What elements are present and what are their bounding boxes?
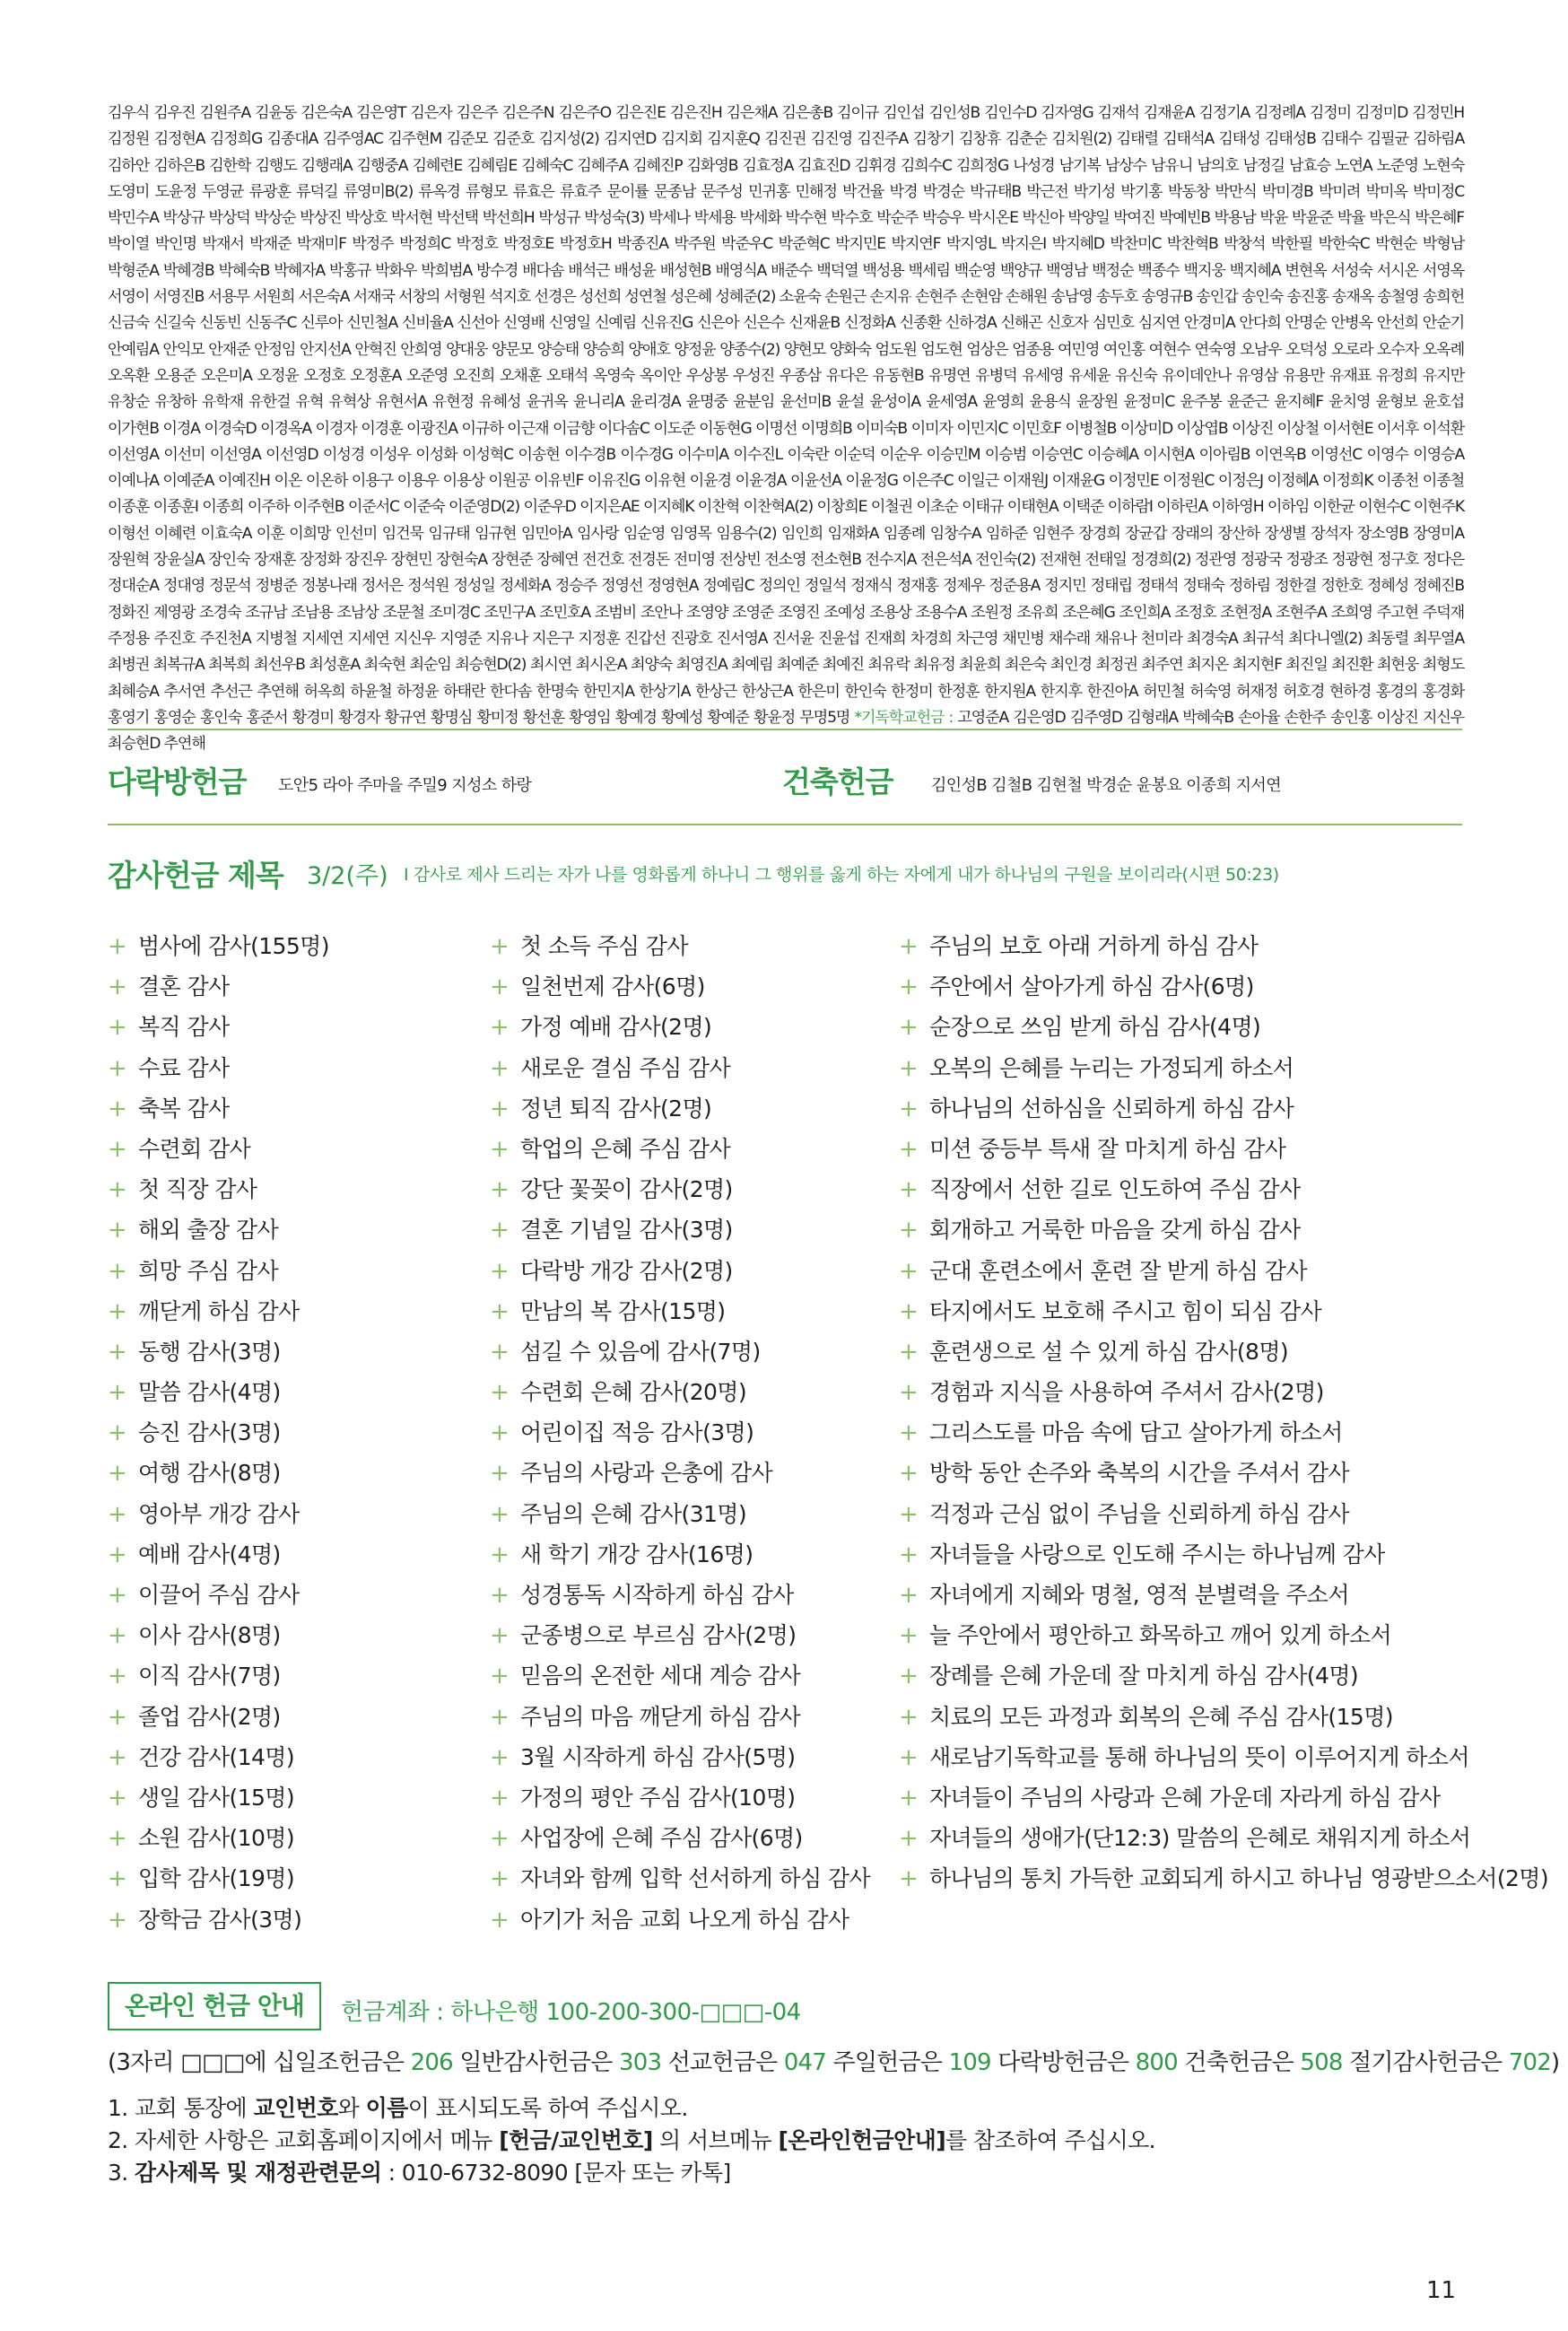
plus-icon: + [899,1054,919,1082]
thanks-item-text: 만남의 복 감사(15명) [520,1297,726,1324]
code-number: 047 [783,2049,827,2076]
thanks-item-text: 이사 감사(8명) [138,1622,281,1649]
thanks-item [899,1818,1548,1858]
thanks-item-text: 가정의 평안 주심 감사(10명) [520,1784,796,1811]
plus-icon: + [490,1582,510,1609]
plus-icon: + [108,1865,127,1893]
thanks-item-text: 승진 감사(3명) [138,1419,281,1446]
instruction-3 [108,2155,731,2187]
thanks-item-text: 자녀와 함께 입학 선서하게 하심 감사 [520,1865,870,1892]
thanks-item [899,1615,1548,1655]
code-number: 702 [1508,2049,1552,2076]
thanks-item [899,1291,1548,1331]
thanks-item [490,1331,870,1372]
plus-icon: + [108,1297,127,1325]
thanks-item-text: 장례를 은혜 가운데 잘 마치게 하심 감사(4명) [929,1663,1359,1689]
instruction-1-pre: 1. 교회 통장에 [108,2095,248,2121]
thanks-item [490,1818,870,1858]
thanks-item-text: 말씀 감사(4명) [138,1379,281,1406]
plus-icon: + [490,933,510,960]
instruction-2-bold-1: [헌금/교인번호] [499,2127,653,2153]
thanks-item-text: 장학금 감사(3명) [138,1906,302,1933]
donor-names-text: 김우식 김우진 김원주A 김윤동 김은숙A 김은영T 김은자 김은주 김은주N 김은주O 김은진E 김은진H 김은채A 김은총B 김이규 김인섭 김인성B 김인수D 김자영G 김재석 김재윤A 김정기A 김정례A 김정미 김정미D 김정민H 김정원 김정현A 김정희G 김종대A 김주영AC 김주현M 김준모 김준호 김지성(2) 김지연D 김지회 김지훈Q 김진권 김진영 김진주A 김창기 김창휴 김춘순 김치원(2) 김태렬 김태석A 김태성 김태성B 김태수 김필균 김하림A 김하안 김하은B 김한학 김행도 김행래A 김행중A 김혜련E 김혜림E 김혜숙C 김혜주A 김혜진P 김화영B 김효정A 김효진D 김휘경 김희수C 김희정G 나성경 남기복 남상수 남유니 남의호 남정길 남효승 노연A 노준영 노현숙 도영미 도윤정 두영균 류광훈 류덕길 류영미B(2) 류옥경 류형모 류효은 류효주 문이률 문종남 문주성 민귀홍 민해정 박건율 박경 박경순 박규태B 박근전 박기성 박기홍 박동창 박만식 박미경B 박미려 박미옥 박미정C 박민수A 박상규 박상덕 박상순 박상진 박상호 박서현 박선택 박선희H 박성규 박성숙(3) 박세나 박세용 박세화 박수현 박수호 박순주 박승우 박시온E 박신아 박양일 박여진 박예빈B 박용남 박윤 박윤준 박율 박은식 박은혜F 박이열 박인명 박재서 박재준 박재미F 박정주 박정희C 박정호 박정호E 박정호H 박종진A 박주원 박준우C 박준혁C 박지민E 박지연F 박지영L 박지은I 박지혜D 박찬미C 박찬혁B 박창석 박한필 박한숙C 박현순 박형남 박형준A 박혜경B 박혜숙B 박혜자A 박홍규 박화우 박희범A 방수경 배다솜 배석근 배성윤 배성현B 배영식A 배준수 백덕열 백성용 백세림 백순영 백양규 백영남 백정순 백종수 백지웅 백지혜A 변현옥 서성숙 서시온 서영옥 서영이 서영진B 서용무 서원희 서은숙A 서재국 서창의 서형원 석지호 선경은 성선희 성연철 성은혜 성혜준(2) 소윤숙 손원근 손지유 손현주 손현암 손해원 송남영 송두호 송영규B 송인갑 송인숙 송진홍 송재옥 송철영 송희헌 신금숙 신길숙 신동빈 신동주C 신루아 신민철A 신비율A 신선아 신영배 신영일 신예림 신유진G 신은아 신은수 신재윤B 신정화A 신종환 신하경A 신해곤 신호자 심민호 심지연 안경미A 안다희 안명순 안병옥 안선희 안순기 안예림A 안익모 안재준 안정임 안지선A 안혁진 안희영 양대웅 양문모 양승태 양승희 양애호 양정윤 양종수(2) 양현모 양화숙 엄도원 엄도현 엄상은 엄종용 여민영 여인홍 여현수 연숙영 오남우 오덕성 오로라 오수자 오옥례 오옥환 오용준 오은미A 오정윤 오정호 오정훈A 오준영 오진희 오채훈 오태석 옥영숙 옥이안 우상봉 우성진 우종삼 유다은 유동현B 유명연 유병덕 유세영 유세윤 유신숙 유이데안나 유영삼 유용만 유재표 유정희 유지만 유창순 유창하 유학재 유한걸 유혁 유혁상 유현서A 유현정 유혜성 윤귀옥 윤니리A 윤리경A 윤명중 윤분임 윤선미B 윤설 윤성이A 윤세영A 윤영희 윤용식 윤장원 윤정미C 윤주봉 윤준근 윤지혜F 윤치영 윤형보 윤호섭 이가현B 이경A 이경숙D 이경옥A 이경자 이경훈 이광진A 이규하 이근재 이금향 이다솜C 이도준 이동현G 이명선 이명희B 이미숙B 이미자 이민지C 이민호F 이병철B 이상미D 이상엽B 이상진 이상철 이서현E 이서후 이석환 이선영A 이선미 이선영A 이선영D 이성경 이성우 이성화 이성혁C 이송현 이수경B 이수경G 이수미A 이수진L 이숙란 이순덕 이순우 이승민M 이승범 이승연C 이승혜A 이시현A 이아림B 이연옥B 이영선C 이영수 이영승A 이예나A 이예준A 이예진H 이온 이온하 이용구 이용우 이용상 이원공 이유빈F 이유진G 이유현 이윤경 이윤경A 이윤선A 이윤정G 이은주C 이일근 이재원J 이재윤G 이정민E 이정원C 이정은J 이정혜A 이정희K 이종천 이종철 이종훈 이종훈I 이종희 이주하 이주현B 이준서C 이준숙 이준영D(2) 이준우D 이지은AE 이지혜K 이찬혁 이찬혁A(2) 이창희E 이철권 이초순 이태규 이태현A 이택준 이하람I 이하린A 이하영H 이하임 이한균 이현수C 이현주K 이형선 이혜련 이효숙A 이훈 이희망 인선미 임건묵 임규태 임규현 임민아A 임사랑 임순영 임영목 임용수(2) 임인희 임재화A 임종례 임창수A 임하준 임현주 장경희 장균갑 장래의 장산하 장생별 장석자 장소영B 장영미A 장원혁 장윤실A 장인숙 장재훈 장정화 장진우 장현민 장현숙A 장현준 장혜연 전건호 전경돈 전미영 전상빈 전소영 전소현B 전수지A 전은석A 전인숙(2) 전재현 전태일 정경희(2) 정관영 정광국 정광조 정광현 정구호 정다은 정대순A 정대영 정문석 정병준 정봉나래 정서은 정석원 정성일 정세화A 정승주 정영선 정영현A 정예림C 정의인 정일석 정재식 정재홍 정제우 정준용A 정지민 정태립 정태석 정태숙 정하림 정한결 정한호 정혜성 정혜진B 정화진 제영광 조경숙 조규남 조남용 조남상 조문철 조미경C 조민구A 조민호A 조범비 조안나 조영양 조영준 조영진 조예성 조용상 조용수A 조원정 조유희 조은혜G 조인희A 조정호 조현정A 조현주A 조희영 주고현 주덕재 주정용 주진호 주진천A 지병철 지세연 지세연 지신우 지영준 지유나 지은구 지정훈 진갑선 진광호 진서영A 진서윤 진윤섭 진재희 차경희 차근영 채민병 채수래 채유나 천미라 최경숙A 최규석 최다니엘(2) 최동렬 최무열A 최병권 최복규A 최복희 최선우B 최성훈A 최숙현 최순임 최승현D(2) 최시연 최시온A 최양숙 최영진A 최예림 최예준 최예진 최유락 최유정 최윤희 최은숙 최인경 최정권 최주연 최지온 최지현F 최진일 최진환 최현웅 최형도 최혜승A 추서연 추선근 추연해 허옥희 하윤철 하정윤 하태란 한다솜 한명숙 한민지A 한상기A 한상근 한상근A 한은미 한인숙 한정미 한정훈 한지원A 한지후 한진아A 허민철 허숙영 허재정 허호경 현하경 홍경의 홍경화 홍영기 홍영순 홍인숙 홍준서 황경미 황경자 황규연 황명심 황미정 황선훈 황영임 황예경 황예성 황예준 황윤정 무명5명 [108,104,1464,727]
thanks-item-text: 수료 감사 [138,1054,230,1081]
thanks-title: 감사헌금 제목 [108,858,283,893]
thanks-item-text: 3월 시작하게 하심 감사(5명) [520,1743,796,1770]
thanks-item-text: 깨닫게 하심 감사 [138,1297,300,1324]
code-label: 다락방헌금은 [997,2049,1129,2076]
thanks-item-text: 생일 감사(15명) [138,1784,295,1811]
thanks-item [899,1209,1548,1250]
darakbang-names: 도안5 라아 주마을 주밀9 지성소 하랑 [278,776,532,795]
thanks-item-text: 직장에서 선한 길로 인도하여 주심 감사 [929,1176,1301,1203]
thanks-item [899,1777,1548,1818]
thanks-item-text: 일천번제 감사(6명) [520,973,705,1000]
thanks-item-text: 강단 꽃꽂이 감사(2명) [520,1176,733,1203]
plus-icon: + [108,973,127,1001]
thanks-item-text: 주님의 마음 깨닫게 하심 감사 [520,1703,800,1730]
plus-icon: + [899,1135,919,1163]
thanks-item-text: 사업장에 은혜 주심 감사(6명) [520,1825,803,1852]
thanks-item [490,1655,870,1696]
thanks-item-text: 주님의 사랑과 은총에 감사 [520,1460,773,1487]
thanks-item [108,1858,329,1899]
thanks-item [899,966,1548,1007]
plus-icon: + [108,1338,127,1366]
thanks-item [108,1777,329,1818]
thanks-item [108,1007,329,1047]
thanks-item-text: 예배 감사(4명) [138,1541,281,1567]
thanks-item-text: 영아부 개강 감사 [138,1500,300,1527]
plus-icon: + [108,1379,127,1407]
plus-icon: + [899,1825,919,1853]
thanks-item [490,1615,870,1655]
code-number: 206 [410,2049,453,2076]
thanks-item-text: 미션 중등부 특새 잘 마치게 하심 감사 [929,1135,1286,1162]
code-label: 건축헌금은 [1184,2049,1294,2076]
plus-icon: + [490,1257,510,1285]
thanks-item [490,1737,870,1777]
building-title: 건축헌금 [782,764,893,799]
plus-icon: + [899,1095,919,1122]
thanks-item [108,1453,329,1493]
plus-icon: + [490,1500,510,1528]
thanks-item-text: 훈련생으로 설 수 있게 하심 감사(8명) [929,1338,1289,1365]
plus-icon: + [899,1703,919,1731]
thanks-item-text: 소원 감사(10명) [138,1825,295,1852]
thanks-item [899,1251,1548,1291]
thanks-item [108,1737,329,1777]
thanks-item [108,1372,329,1412]
code-number: 109 [948,2049,991,2076]
thanks-item-text: 주님의 은혜 감사(31명) [520,1500,747,1527]
thanks-item-text: 자녀에게 지혜와 명철, 영적 분별력을 주소서 [929,1582,1349,1608]
plus-icon: + [899,973,919,1001]
thanks-item [108,1697,329,1737]
plus-icon: + [899,1743,919,1771]
plus-icon: + [490,1054,510,1082]
thanks-column-3 [899,926,1548,1899]
thanks-item-text: 주안에서 살아가게 하심 감사(6명) [929,973,1254,1000]
plus-icon: + [490,1379,510,1407]
plus-icon: + [490,1176,510,1204]
code-number: 508 [1300,2049,1343,2076]
thanks-item-text: 군종병으로 부르심 감사(2명) [520,1622,797,1649]
plus-icon: + [490,1703,510,1731]
plus-icon: + [490,973,510,1001]
plus-icon: + [490,1784,510,1812]
thanks-item-text: 방학 동안 손주와 축복의 시간을 주셔서 감사 [929,1460,1349,1487]
plus-icon: + [108,1825,127,1853]
plus-icon: + [899,1582,919,1609]
thanks-item-text: 결혼 감사 [138,973,230,1000]
thanks-item-text: 회개하고 거룩한 마음을 갖게 하심 감사 [929,1217,1301,1244]
instruction-1 [108,2091,688,2123]
thanks-item [899,1048,1548,1088]
plus-icon: + [899,1500,919,1528]
thanks-item [899,1858,1548,1899]
thanks-item [899,1697,1548,1737]
plus-icon: + [490,1906,510,1934]
code-label: 절기감사헌금은 [1349,2049,1503,2076]
thanks-item-text: 이끌어 주심 감사 [138,1582,300,1608]
thanks-item-text: 순장으로 쓰임 받게 하심 감사(4명) [929,1014,1261,1041]
thanks-verse: I 감사로 제사 드리는 자가 나를 영화롭게 하나니 그 행위를 옳게 하는 자에게 내가 하나님의 구원을 보이리라(시편 50:23) [404,865,1279,885]
thanks-item [108,1615,329,1655]
plus-icon: + [490,1743,510,1771]
thanks-item-text: 주님의 보호 아래 거하게 하심 감사 [929,933,1259,959]
thanks-item-text: 경험과 지식을 사용하여 주셔서 감사(2명) [929,1379,1324,1406]
plus-icon: + [108,1906,127,1934]
plus-icon: + [490,1622,510,1650]
thanks-item [490,1697,870,1737]
plus-icon: + [899,1379,919,1407]
thanks-item [899,1737,1548,1777]
thanks-item-text: 축복 감사 [138,1095,230,1122]
instruction-3-bold: 감사제목 및 재정관련문의 [135,2160,382,2186]
plus-icon: + [490,1014,510,1042]
thanks-item-text: 입학 감사(19명) [138,1865,295,1892]
plus-icon: + [490,1663,510,1690]
thanks-item [490,1777,870,1818]
thanks-header [108,852,1464,894]
plus-icon: + [899,1257,919,1285]
thanks-item-text: 어린이집 적응 감사(3명) [520,1419,754,1446]
divider-top [108,729,1462,730]
thanks-item-text: 치료의 모든 과정과 회복의 은혜 주심 감사(15명) [929,1703,1393,1730]
thanks-date: 3/2(주) [307,862,388,890]
thanks-item-text: 첫 직장 감사 [138,1176,257,1203]
plus-icon: + [899,1176,919,1204]
thanks-item [899,1655,1548,1696]
thanks-item [899,1534,1548,1575]
thanks-item-text: 복직 감사 [138,1014,230,1041]
thanks-item [490,1209,870,1250]
thanks-item-text: 학업의 은혜 주심 감사 [520,1135,730,1162]
instruction-1-bold-2: 이름 [365,2095,408,2121]
thanks-item-text: 수련회 감사 [138,1135,251,1162]
instruction-3-post: : 010-6732-8090 [문자 또는 카톡] [388,2160,731,2186]
building-names: 김인성B 김철B 김현철 박경순 윤봉요 이종희 지서연 [931,776,1281,795]
thanks-item [490,1453,870,1493]
plus-icon: + [899,933,919,960]
thanks-item-text: 아기가 처음 교회 나오게 하심 감사 [520,1906,849,1933]
plus-icon: + [108,1014,127,1042]
plus-icon: + [108,1500,127,1528]
plus-icon: + [108,1541,127,1568]
offering-codes [108,2044,1559,2077]
thanks-item [490,1129,870,1169]
code-label: 주일헌금은 [832,2049,943,2076]
plus-icon: + [490,1338,510,1366]
thanks-column-2 [490,926,870,1940]
plus-icon: + [108,1743,127,1771]
thanks-item [899,1169,1548,1209]
thanks-item [108,1655,329,1696]
thanks-item-text: 다락방 개강 감사(2명) [520,1257,733,1284]
plus-icon: + [899,1784,919,1812]
plus-icon: + [899,1663,919,1690]
thanks-item-text: 타지에서도 보호해 주시고 힘이 되심 감사 [929,1297,1322,1324]
thanks-item [108,1412,329,1453]
thanks-item-text: 희망 주심 감사 [138,1257,278,1284]
thanks-item-text: 늘 주안에서 평안하고 화목하고 깨어 있게 하소서 [929,1622,1392,1649]
divider-middle [108,824,1462,825]
plus-icon: + [490,1297,510,1325]
seminary-note-label: *기독학교헌금 : [854,708,954,727]
plus-icon: + [490,1095,510,1122]
thanks-item [899,926,1548,966]
instruction-1-mid: 와 [337,2095,360,2121]
plus-icon: + [108,1095,127,1122]
thanks-item-text: 오복의 은혜를 누리는 가정되게 하소서 [929,1054,1294,1081]
thanks-item-text: 가정 예배 감사(2명) [520,1014,712,1041]
thanks-item [490,1534,870,1575]
plus-icon: + [108,933,127,960]
code-label: 십일조헌금은 [273,2049,405,2076]
instruction-3-pre: 3. [108,2160,128,2186]
instruction-2-mid: 의 서브메뉴 [659,2127,772,2153]
thanks-item [108,1209,329,1250]
instruction-2-bold-2: [온라인헌금안내] [778,2127,946,2153]
plus-icon: + [108,1703,127,1731]
plus-icon: + [108,1419,127,1447]
donor-names [108,100,1464,757]
codes-open: (3자리 □□□에 [108,2049,274,2076]
thanks-item-text: 군대 훈련소에서 훈련 잘 받게 하심 감사 [929,1257,1307,1284]
codes-list [273,2049,1551,2076]
thanks-item-text: 건강 감사(14명) [138,1743,295,1770]
thanks-item [899,1575,1548,1615]
thanks-item [899,1453,1548,1493]
thanks-item [108,1291,329,1331]
thanks-item [108,1169,329,1209]
thanks-item-text: 졸업 감사(2명) [138,1703,281,1730]
plus-icon: + [899,1419,919,1447]
thanks-item [108,1048,329,1088]
plus-icon: + [108,1176,127,1204]
thanks-item [490,1899,870,1940]
thanks-item-text: 동행 감사(3명) [138,1338,281,1365]
thanks-item-text: 범사에 감사(155명) [138,933,329,959]
plus-icon: + [108,1622,127,1650]
thanks-item [108,1575,329,1615]
thanks-item [490,1088,870,1129]
thanks-item [490,1858,870,1899]
thanks-column-1 [108,926,329,1940]
code-number: 800 [1135,2049,1178,2076]
plus-icon: + [490,1217,510,1244]
thanks-item [490,1251,870,1291]
plus-icon: + [490,1419,510,1447]
plus-icon: + [108,1663,127,1690]
thanks-item [108,1251,329,1291]
thanks-item-text: 첫 소득 주심 감사 [520,933,688,959]
thanks-item-text: 믿음의 온전한 세대 계승 감사 [520,1663,800,1689]
plus-icon: + [490,1865,510,1893]
thanks-item [899,1494,1548,1534]
thanks-item-text: 결혼 기념일 감사(3명) [520,1217,733,1244]
thanks-item-text: 성경통독 시작하게 하심 감사 [520,1582,794,1608]
plus-icon: + [108,1135,127,1163]
thanks-item [490,1291,870,1331]
instruction-1-post: 이 표시되도록 하여 주십시오. [407,2095,688,2121]
thanks-item-text: 자녀들을 사랑으로 인도해 주시는 하나님께 감사 [929,1541,1385,1567]
thanks-item [490,966,870,1007]
thanks-item-text: 새로운 결심 주심 감사 [520,1054,730,1081]
thanks-item [899,1007,1548,1047]
plus-icon: + [490,1460,510,1488]
thanks-item [899,1412,1548,1453]
thanks-item [108,926,329,966]
plus-icon: + [899,1865,919,1893]
thanks-item-text: 섬길 수 있음에 감사(7명) [520,1338,761,1365]
thanks-item [490,1372,870,1412]
plus-icon: + [108,1784,127,1812]
thanks-item [899,1129,1548,1169]
seminary-note-names: 고영준A 김은영D 김주영D 김형래A 박혜숙B 손아율 손한주 송인홍 이상진 지신우 최승현D 추연해 [108,708,1465,754]
plus-icon: + [899,1338,919,1366]
instruction-2 [108,2123,1155,2155]
thanks-item [899,1088,1548,1129]
thanks-item [490,1412,870,1453]
thanks-item [490,1169,870,1209]
plus-icon: + [108,1460,127,1488]
thanks-item-text: 여행 감사(8명) [138,1460,281,1487]
thanks-item-text: 걱정과 근심 없이 주님을 신뢰하게 하심 감사 [929,1500,1349,1527]
thanks-item-text: 자녀들이 주님의 사랑과 은혜 가운데 자라게 하심 감사 [929,1784,1441,1811]
page-number: 11 [1426,2277,1457,2304]
thanks-item-text: 하나님의 선하심을 신뢰하게 하심 감사 [929,1095,1294,1122]
plus-icon: + [899,1217,919,1244]
thanks-item [899,1372,1548,1412]
thanks-item [108,1534,329,1575]
plus-icon: + [108,1257,127,1285]
plus-icon: + [108,1054,127,1082]
offering-account: 헌금계좌 : 하나은행 100-200-300-□□□-04 [341,1999,801,2026]
thanks-item [108,1899,329,1940]
thanks-item-text: 새로남기독학교를 통해 하나님의 뜻이 이루어지게 하소서 [929,1743,1469,1770]
thanks-item [490,1007,870,1047]
plus-icon: + [899,1297,919,1325]
darakbang-title: 다락방헌금 [108,764,247,799]
instruction-1-bold-1: 교인번호 [253,2095,338,2121]
thanks-item [899,1331,1548,1372]
instruction-2-post: 를 참조하여 주십시오. [945,2127,1156,2153]
online-offering-box: 온라인 헌금 안내 [108,1982,321,2030]
thanks-item [108,1818,329,1858]
thanks-item-text: 수련회 은혜 감사(20명) [520,1379,747,1406]
plus-icon: + [899,1622,919,1650]
codes-close: ) [1551,2049,1560,2076]
thanks-item [108,1129,329,1169]
plus-icon: + [490,1135,510,1163]
thanks-item-text: 해외 출장 감사 [138,1217,278,1244]
plus-icon: + [490,1541,510,1568]
plus-icon: + [108,1217,127,1244]
plus-icon: + [899,1541,919,1568]
thanks-item [108,966,329,1007]
thanks-item-text: 하나님의 통치 가득한 교회되게 하시고 하나님 영광받으소서(2명) [929,1865,1548,1892]
thanks-item [108,1088,329,1129]
plus-icon: + [899,1460,919,1488]
thanks-item [108,1494,329,1534]
thanks-item [490,1575,870,1615]
thanks-item [490,1494,870,1534]
code-label: 일반감사헌금은 [459,2049,613,2076]
thanks-item [490,1048,870,1088]
thanks-item-text: 그리스도를 마음 속에 담고 살아가게 하소서 [929,1419,1343,1446]
thanks-item [108,1331,329,1372]
thanks-item-text: 자녀들의 생애가(단12:3) 말씀의 은혜로 채워지게 하소서 [929,1825,1471,1852]
thanks-item-text: 이직 감사(7명) [138,1663,281,1689]
thanks-item [490,926,870,966]
instruction-2-pre: 2. 자세한 사항은 교회홈페이지에서 메뉴 [108,2127,492,2153]
code-label: 선교헌금은 [667,2049,778,2076]
thanks-item-text: 정년 퇴직 감사(2명) [520,1095,712,1122]
plus-icon: + [108,1582,127,1609]
code-number: 303 [619,2049,662,2076]
plus-icon: + [490,1825,510,1853]
plus-icon: + [899,1014,919,1042]
thanks-item-text: 새 학기 개강 감사(16명) [520,1541,754,1567]
